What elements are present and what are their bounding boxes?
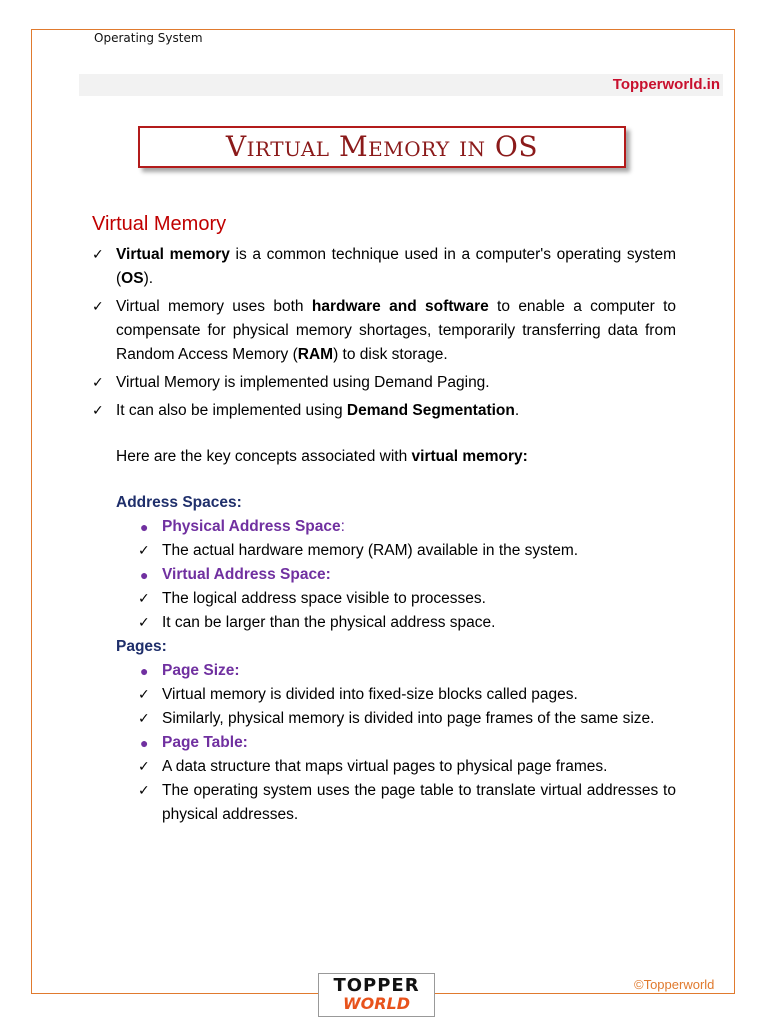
bullet-dot-icon: ● — [140, 567, 149, 583]
bullet-text — [116, 399, 676, 423]
bullet-item — [92, 371, 676, 395]
list-item — [138, 779, 676, 827]
brand-bar — [79, 74, 723, 96]
list-item — [138, 755, 676, 779]
intro-bold: virtual memory: — [411, 448, 528, 465]
logo-top-text: TOPPER — [333, 975, 420, 996]
bullet-item — [92, 295, 676, 367]
bullet-text-run: RAM — [297, 346, 334, 363]
section-heading: Virtual Memory — [92, 213, 227, 235]
topperworld-logo — [318, 973, 435, 1017]
virtual-address-label: Virtual Address Space: — [162, 566, 331, 583]
intro-text: Here are the key concepts associated with — [116, 448, 412, 465]
bullet-text-run: Demand Segmentation — [346, 402, 515, 419]
checkmark-icon: ✓ — [92, 403, 104, 419]
checkmark-icon: ✓ — [138, 759, 150, 775]
bullet-text-run: ). — [143, 270, 154, 287]
list-item — [138, 659, 676, 683]
checkmark-icon: ✓ — [138, 591, 150, 607]
list-item — [138, 563, 676, 587]
bullet-dot-icon: ● — [140, 735, 149, 751]
pages-list — [138, 659, 676, 827]
address-spaces-heading: Address Spaces: — [116, 494, 242, 511]
page-size-label: Page Size: — [162, 662, 240, 679]
checkmark-icon: ✓ — [138, 543, 150, 559]
address-spaces-list — [138, 515, 676, 635]
intro-line — [116, 445, 676, 469]
list-item — [138, 707, 676, 731]
bullet-text-run: to enable a computer to compensate for physical memory shortages, temporarily transferring data from Random Access Memory ( — [116, 298, 677, 363]
content — [92, 243, 676, 827]
list-item — [138, 587, 676, 611]
list-item — [138, 611, 676, 635]
list-item-text: The actual hardware memory (RAM) available in the system. — [162, 542, 579, 559]
list-item-text: Virtual memory is divided into fixed-size blocks called pages. — [162, 686, 578, 703]
pages-heading: Pages: — [116, 638, 167, 655]
copyright-text: ©Topperworld — [634, 977, 715, 992]
list-item — [138, 731, 676, 755]
list-item — [138, 515, 676, 539]
list-item-text: It can be larger than the physical address space. — [162, 614, 496, 631]
bullet-text-run: ) to disk storage. — [333, 346, 448, 363]
checkmark-icon: ✓ — [92, 375, 104, 391]
physical-address-suffix: : — [340, 518, 345, 535]
bullet-dot-icon: ● — [140, 519, 149, 535]
bullet-text-run: Virtual Memory is implemented using Demand Paging. — [116, 374, 490, 391]
bullet-text-run: . — [514, 402, 520, 419]
bullet-text — [116, 371, 676, 395]
bullet-dot-icon: ● — [140, 663, 149, 679]
bullet-list — [92, 243, 676, 423]
list-item-text: Similarly, physical memory is divided into page frames of the same size. — [162, 710, 655, 727]
header-label: Operating System — [94, 31, 203, 45]
checkmark-icon: ✓ — [138, 783, 150, 799]
physical-address-label: Physical Address Space — [162, 518, 341, 535]
bullet-item — [92, 399, 676, 423]
list-item — [138, 683, 676, 707]
checkmark-icon: ✓ — [92, 247, 104, 263]
page-table-label: Page Table: — [162, 734, 248, 751]
list-item-text: The operating system uses the page table to translate virtual addresses to physical addresses. — [162, 782, 676, 823]
bullet-item — [92, 243, 676, 291]
list-item — [138, 539, 676, 563]
bullet-text-run: is a common technique used in a computer's operating system ( — [116, 246, 676, 287]
title-box — [138, 126, 626, 168]
bullet-text-run: Virtual memory uses both — [116, 298, 312, 315]
bullet-text-run: It can also be implemented using — [116, 402, 347, 419]
brand-text: Topperworld.in — [612, 76, 720, 93]
bullet-text-run: OS — [121, 270, 144, 287]
checkmark-icon: ✓ — [138, 687, 150, 703]
list-item-text: The logical address space visible to processes. — [162, 590, 486, 607]
list-item-text: A data structure that maps virtual pages to physical page frames. — [162, 758, 608, 775]
checkmark-icon: ✓ — [138, 711, 150, 727]
logo-bottom-text: WORLD — [342, 994, 411, 1013]
page-title: Virtual Memory in OS — [225, 130, 539, 163]
checkmark-icon: ✓ — [92, 299, 104, 315]
bullet-text-run: hardware and software — [311, 298, 489, 315]
bullet-text-run: Virtual memory — [116, 246, 230, 263]
bullet-text — [116, 243, 676, 291]
checkmark-icon: ✓ — [138, 615, 150, 631]
bullet-text — [116, 295, 676, 367]
